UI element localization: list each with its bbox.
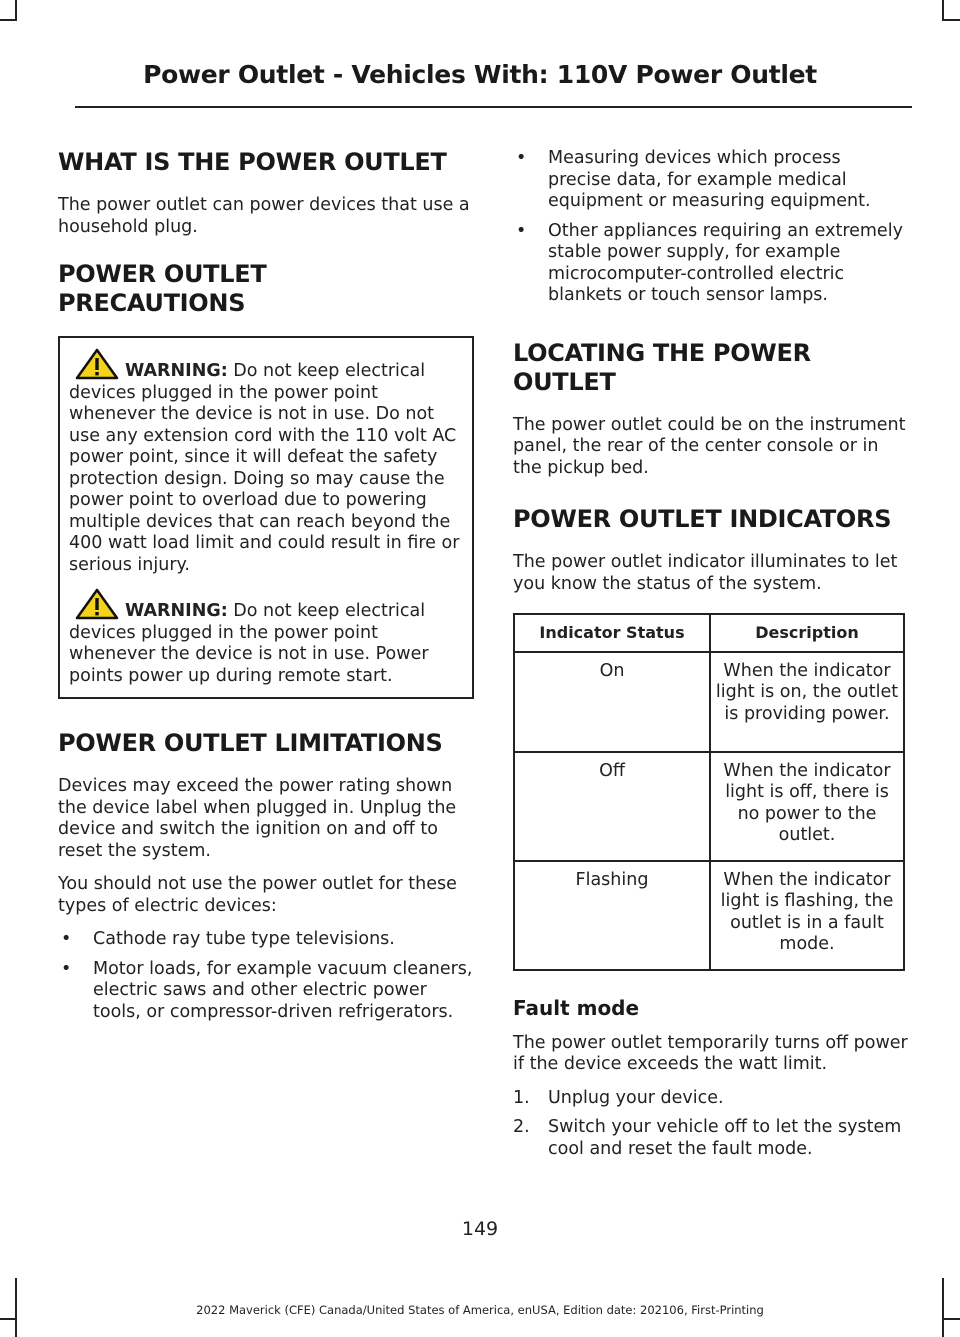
crop-mark: [942, 1318, 960, 1320]
table-cell-status: Flashing: [514, 861, 710, 970]
table-cell-description: When the indicator light is on, the outlet is providing power.: [710, 652, 904, 752]
fault-mode-heading: Fault mode: [513, 995, 640, 1020]
right-column: [513, 148, 909, 1168]
table-cell-description: When the indicator light is off, there is no power to the outlet.: [710, 752, 904, 861]
list-item-text: Motor loads, for example vacuum cleaners, electric saws and other electric power tools, or compressor-driven refrigerators.: [93, 958, 473, 1022]
limitations-heading: POWER OUTLET LIMITATIONS: [58, 729, 443, 757]
indicators-text: The power outlet indicator illuminates to let you know the status of the system.: [513, 552, 898, 594]
page-number: 149: [461, 1218, 499, 1240]
step-number: 1.: [513, 1087, 530, 1108]
locating-heading-line1: LOCATING THE POWER: [513, 338, 811, 367]
list-item-text: Other appliances requiring an extremely stable power supply, for example microcomputer-controlled electric blankets or touch sensor lamps.: [548, 220, 903, 305]
limitations-text-1: Devices may exceed the power rating shown the device label when plugged in. Unplug the device and switch the ignition on and off to reset the system.: [58, 776, 457, 861]
limitations-bullet-list-continued: [513, 148, 909, 307]
crop-mark: [15, 0, 17, 20]
list-item: [513, 148, 909, 213]
table-cell-status: On: [514, 652, 710, 752]
indicators-heading: POWER OUTLET INDICATORS: [513, 505, 892, 533]
fault-mode-steps: [513, 1088, 909, 1161]
column-header-description: Description: [710, 614, 904, 652]
list-item-text: Measuring devices which process precise data, for example medical equipment or measuring equipment.: [548, 148, 871, 211]
what-heading: WHAT IS THE POWER OUTLET: [58, 148, 447, 176]
warning-1: [69, 348, 464, 576]
table-row: [514, 861, 904, 970]
fault-mode-text: The power outlet temporarily turns off power if the device exceeds the watt limit.: [513, 1032, 908, 1074]
step-number: 2.: [513, 1117, 530, 1137]
crop-mark: [942, 19, 960, 21]
list-item-text: Cathode ray tube type televisions.: [93, 929, 395, 949]
warning-1-text: Do not keep electrical devices plugged in the power point whenever the device is not in use. Do not use any extension cord with the 110 volt AC power point, since it will defeat the safety protection design. Doing so may cause the power point to overload due to powering multiple devices that can reach beyond the 400 watt load limit and could result in fire or serious injury.: [69, 361, 460, 575]
bullet-dot: •: [61, 958, 72, 979]
warning-2-label: WARNING:: [125, 601, 228, 621]
list-item: [58, 959, 474, 1024]
warning-2-text: Do not keep electrical devices plugged in the power point whenever the device is not in use. Power points power up during remote start.: [69, 601, 429, 686]
indicator-table: [513, 613, 905, 971]
crop-mark: [0, 1318, 17, 1320]
crop-mark: [0, 19, 17, 21]
precautions-heading: [58, 260, 474, 318]
warning-1-label: WARNING:: [125, 361, 228, 381]
table-header-row: [514, 614, 904, 652]
list-item: [513, 1088, 909, 1110]
warning-triangle-icon: [75, 348, 119, 380]
limitations-text-2: You should not use the power outlet for these types of electric devices:: [58, 874, 457, 916]
limitations-bullet-list: [58, 929, 474, 1023]
step-text: Unplug your device.: [548, 1087, 724, 1108]
header-rule: [75, 106, 912, 108]
column-header-indicator-status: Indicator Status: [514, 614, 710, 652]
warning-triangle-icon: [75, 588, 119, 620]
locating-heading: [513, 339, 909, 397]
locating-text: The power outlet could be on the instrument panel, the rear of the center console or in the pickup bed.: [513, 414, 906, 478]
footer-edition-info: 2022 Maverick (CFE) Canada/United States of America, enUSA, Edition date: 202106, First-Printing: [196, 1303, 764, 1317]
bullet-dot: •: [516, 148, 527, 168]
list-item: [513, 221, 909, 307]
list-item: [58, 929, 474, 951]
page-header-title: Power Outlet - Vehicles With: 110V Power Outlet: [143, 60, 817, 89]
table-row: [514, 652, 904, 752]
precautions-heading-line1: POWER OUTLET: [58, 260, 267, 288]
bullet-dot: •: [61, 929, 72, 949]
what-text: The power outlet can power devices that use a household plug.: [58, 195, 470, 237]
table-cell-description: When the indicator light is flashing, the outlet is in a fault mode.: [710, 861, 904, 970]
step-text: Switch your vehicle off to let the system cool and reset the fault mode.: [548, 1117, 902, 1159]
table-row: [514, 752, 904, 861]
crop-mark: [942, 0, 944, 20]
warning-box: [58, 336, 474, 699]
bullet-dot: •: [516, 220, 527, 241]
list-item: [513, 1117, 909, 1160]
table-cell-status: Off: [514, 752, 710, 861]
locating-heading-line2: OUTLET: [513, 367, 616, 396]
precautions-heading-line2: PRECAUTIONS: [58, 289, 246, 317]
left-column: [58, 148, 474, 1035]
warning-2: [69, 588, 464, 687]
